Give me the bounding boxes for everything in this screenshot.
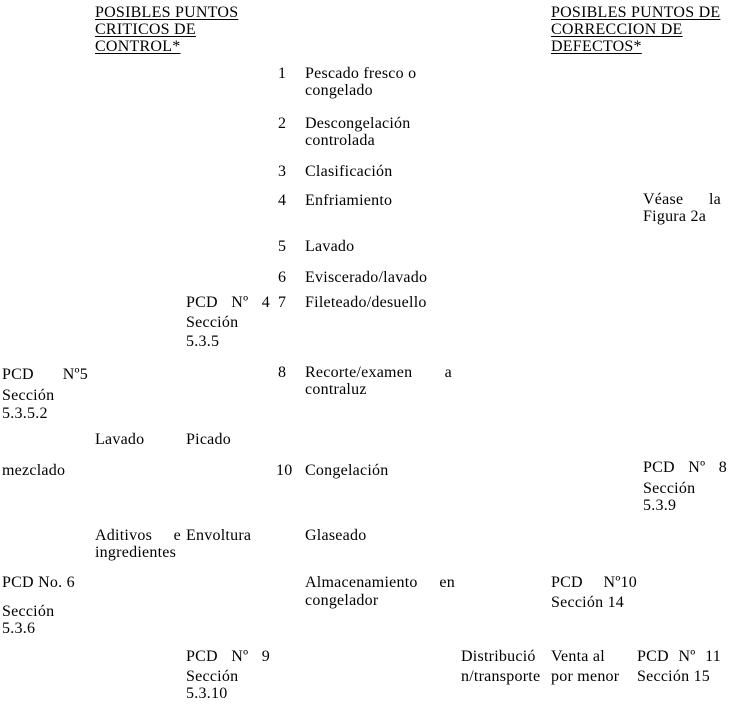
side-step-distribucion-line-1: Distribució	[461, 648, 536, 665]
header-critical-control-line-1: POSIBLES PUNTOS	[95, 4, 239, 21]
step-1-label-line-1: Pescado fresco o	[305, 65, 417, 82]
step-8-label-line-1: Recorte/examen a	[305, 364, 452, 381]
step-4-label: Enfriamiento	[305, 192, 393, 209]
header-defect-correction-line-2: CORRECCION DE	[551, 21, 683, 38]
side-step-picado: Picado	[186, 431, 231, 448]
side-step-almacenamiento-line-1: Almacenamiento en	[305, 574, 455, 591]
header-defect-correction-line-1: POSIBLES PUNTOS DE	[551, 4, 721, 21]
step-5-number: 5	[278, 238, 287, 255]
pcd-note-6-line-3: 5.3.6	[2, 620, 36, 637]
pcd-note-8-line-3: 5.3.9	[643, 497, 677, 514]
pcd-note-4-line-1: PCD Nº 4	[186, 294, 270, 311]
vease-figura-line-1: Véase la	[643, 191, 721, 208]
pcd-note-9-line-2: Sección	[186, 668, 239, 685]
side-step-glaseado: Glaseado	[305, 527, 367, 544]
vease-figura-line-2: Figura 2a	[643, 208, 707, 225]
step-7-number: 7	[278, 294, 287, 311]
step-6-number: 6	[278, 269, 287, 286]
pcd-note-10-line-1: PCD Nº10	[551, 574, 637, 591]
header-defect-correction-line-3: DEFECTOS*	[551, 38, 642, 55]
step-7-label: Fileteado/desuello	[305, 294, 427, 311]
step-8-label-line-2: contraluz	[305, 381, 367, 398]
step-4-number: 4	[278, 192, 287, 209]
side-step-venta-line-2: por menor	[551, 668, 620, 685]
pcd-note-4-line-2: Sección	[186, 314, 239, 331]
step-8-number: 8	[278, 364, 287, 381]
step-3-number: 3	[278, 163, 287, 180]
side-step-lavado: Lavado	[95, 431, 145, 448]
side-step-distribucion-line-2: n/transporte	[461, 668, 541, 685]
pcd-note-11-line-1: PCD Nº 11	[637, 648, 721, 665]
pcd-note-4-line-3: 5.3.5	[186, 333, 220, 350]
pcd-note-11-line-2: Sección 15	[637, 668, 711, 685]
pcd-note-10-line-2: Sección 14	[551, 594, 625, 611]
pcd-note-9-line-3: 5.3.10	[186, 685, 228, 702]
side-step-aditivos-line-2: ingredientes	[95, 544, 177, 561]
side-step-almacenamiento-line-2: congelador	[305, 592, 379, 609]
side-step-venta-line-1: Venta al	[551, 648, 605, 665]
step-2-label-line-1: Descongelación	[305, 115, 411, 132]
step-3-label: Clasificación	[305, 163, 393, 180]
step-1-label-line-2: congelado	[305, 82, 373, 99]
step-2-label-line-2: controlada	[305, 132, 375, 149]
header-critical-control-line-2: CRITICOS DE	[95, 21, 196, 38]
step-6-label: Eviscerado/lavado	[305, 269, 428, 286]
step-1-number: 1	[278, 65, 287, 82]
side-step-mezclado: mezclado	[2, 462, 66, 479]
step-2-number: 2	[278, 115, 287, 132]
pcd-note-9-line-1: PCD Nº 9	[186, 648, 270, 665]
step-10-number: 10	[276, 462, 293, 479]
side-step-envoltura: Envoltura	[186, 527, 252, 544]
side-step-aditivos-line-1: Aditivos e	[95, 527, 181, 544]
pcd-note-8-line-2: Sección	[643, 480, 696, 497]
pcd-note-5-line-3: 5.3.5.2	[2, 405, 48, 422]
pcd-note-6-line-1: PCD No. 6	[2, 574, 75, 591]
pcd-note-6-line-2: Sección	[2, 603, 55, 620]
pcd-note-5-line-1: PCD Nº5	[2, 366, 88, 383]
pcd-note-8-line-1: PCD Nº 8	[643, 459, 727, 476]
step-10-label: Congelación	[305, 462, 389, 479]
pcd-note-5-line-2: Sección	[2, 387, 55, 404]
step-5-label: Lavado	[305, 238, 355, 255]
header-critical-control-line-3: CONTROL*	[95, 38, 181, 55]
